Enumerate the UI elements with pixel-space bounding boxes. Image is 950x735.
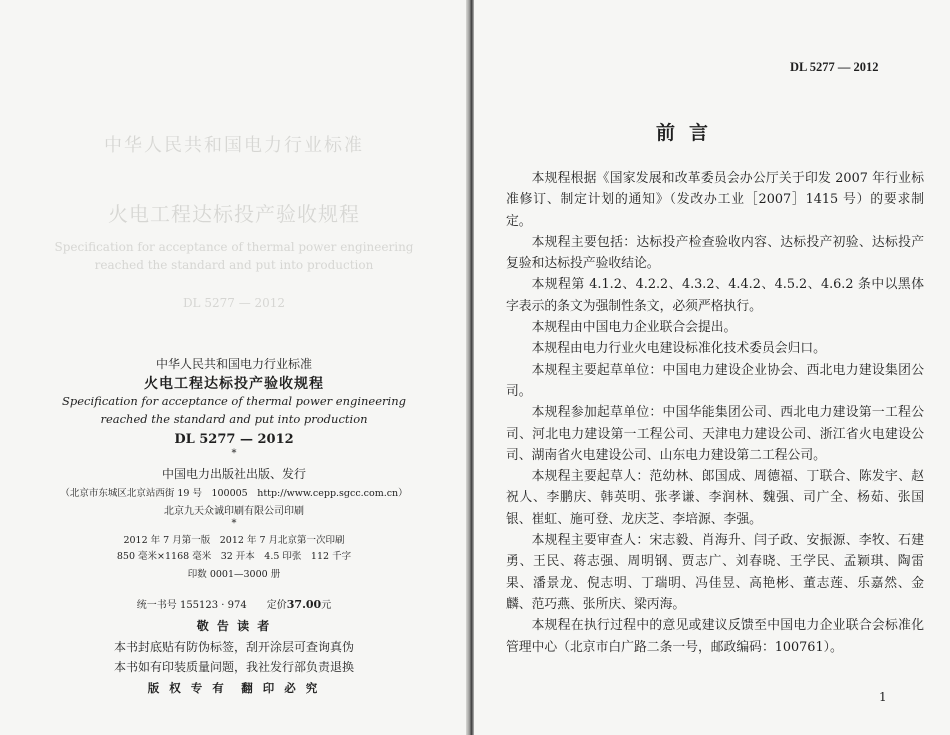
notice-line-2: 本书如有印装质量问题，我社发行部负责退换 [113, 660, 354, 674]
paragraph: 本规程参加起草单位：中国华能集团公司、西北电力建设第一工程公司、河北电力建设第一工程公司、天津电力建设公司、浙江省火电建设公司、湖南省火电建设公司、山东电力建设第二工程公司。 [506, 405, 924, 463]
bleed-through-english-1: Specification for acceptance of thermal power engineering [54, 240, 414, 254]
price: 37.00 [286, 598, 322, 611]
bleed-through-title: 火电工程达标投产验收规程 [108, 202, 360, 226]
paragraph: 本规程主要包括：达标投产检查验收内容、达标投产初验、达标投产复验和达标投产验收结论。 [506, 234, 924, 272]
english-title-line-1: Specification for acceptance of thermal power engineering [61, 394, 406, 408]
standard-code: DL 5277 — 2012 [174, 432, 294, 447]
isbn-price-line [0, 596, 468, 611]
notice-title: 敬 告 读 者 [196, 619, 272, 633]
paragraph: 本规程根据《国家发展和改革委员会办公厅关于印发 2007 年行业标准修订、制定计划的通知》（发改办工业［2007］1415 号）的要求制定。 [506, 171, 924, 229]
print-count: 印数 0001—3000 册 [187, 569, 281, 580]
paragraph: 本规程主要起草人：范幼林、郎国成、周德福、丁联合、陈发宇、赵祝人、李鹏庆、韩英明、张孝谦、李润林、魏强、司广全、杨茹、张国银、崔虹、施可登、龙庆芝、李培源、李强。 [506, 469, 924, 527]
publisher-address: （北京市东城区北京站西街 19 号 100005 http://www.cepp.sgcc.com.cn） [60, 488, 408, 499]
copyright-notice: 版 权 专 有 翻 印 必 究 [147, 681, 321, 695]
right-page-preface [474, 0, 950, 735]
printer: 北京九天众诚印刷有限公司印刷 [164, 506, 304, 517]
paragraph: 本规程由中国电力企业联合会提出。 [531, 320, 737, 336]
edition-info: 2012 年 7 月第一版 2012 年 7 月北京第一次印刷 [123, 535, 345, 546]
separator-star: * [231, 448, 237, 459]
bleed-through-header: 中华人民共和国电力行业标准 [104, 135, 364, 156]
standard-type: 中华人民共和国电力行业标准 [155, 357, 312, 371]
format-spec: 850 毫米×1168 毫米 32 开本 4.5 印张 112 千字 [116, 551, 352, 562]
paragraph: 本规程在执行过程中的意见或建议反馈至中国电力企业联合会标准化管理中心（北京市白广路二条一号，邮政编码：100761）。 [506, 618, 924, 655]
isbn: 统一书号 155123 · 974 [136, 600, 247, 611]
left-page-copyright [0, 0, 468, 735]
paragraph: 本规程由电力行业火电建设标准化技术委员会归口。 [531, 341, 826, 357]
publisher: 中国电力出版社出版、发行 [161, 467, 306, 481]
price-unit: 元 [321, 600, 332, 611]
notice-line-1: 本书封底贴有防伪标签，刮开涂层可查询真伪 [113, 640, 354, 654]
book-title: 火电工程达标投产验收规程 [144, 376, 324, 392]
paragraph: 本规程主要审查人：宋志毅、肖海升、闫子政、安振源、李牧、石建勇、王民、蒋志强、周明钢、贾志广、刘春晓、王学民、孟颖琪、陶雷果、潘景龙、倪志明、丁瑞明、冯佳昱、高艳彬、董志莲、乐嘉然、金麟、范巧燕、张所庆、梁丙海。 [506, 533, 924, 612]
english-title-line-2: reached the standard and put into production [100, 412, 368, 426]
preface-body [506, 168, 924, 658]
page-number: 1 [879, 690, 887, 704]
paragraph: 本规程第 4.1.2、4.2.2、4.3.2、4.4.2、4.5.2、4.6.2 条中以黑体字表示的条文为强制性条文，必须严格执行。 [506, 277, 924, 314]
bleed-through-code: DL 5277 — 2012 [182, 296, 286, 310]
price-label: 定价 [266, 600, 287, 611]
separator-star-2: * [231, 518, 237, 529]
preface-title: 前言 [656, 122, 723, 144]
bleed-through-english-2: reached the standard and put into production [94, 258, 374, 272]
header-standard-number: DL 5277 — 2012 [790, 60, 879, 74]
paragraph: 本规程主要起草单位：中国电力建设企业协会、西北电力建设集团公司。 [506, 362, 924, 399]
